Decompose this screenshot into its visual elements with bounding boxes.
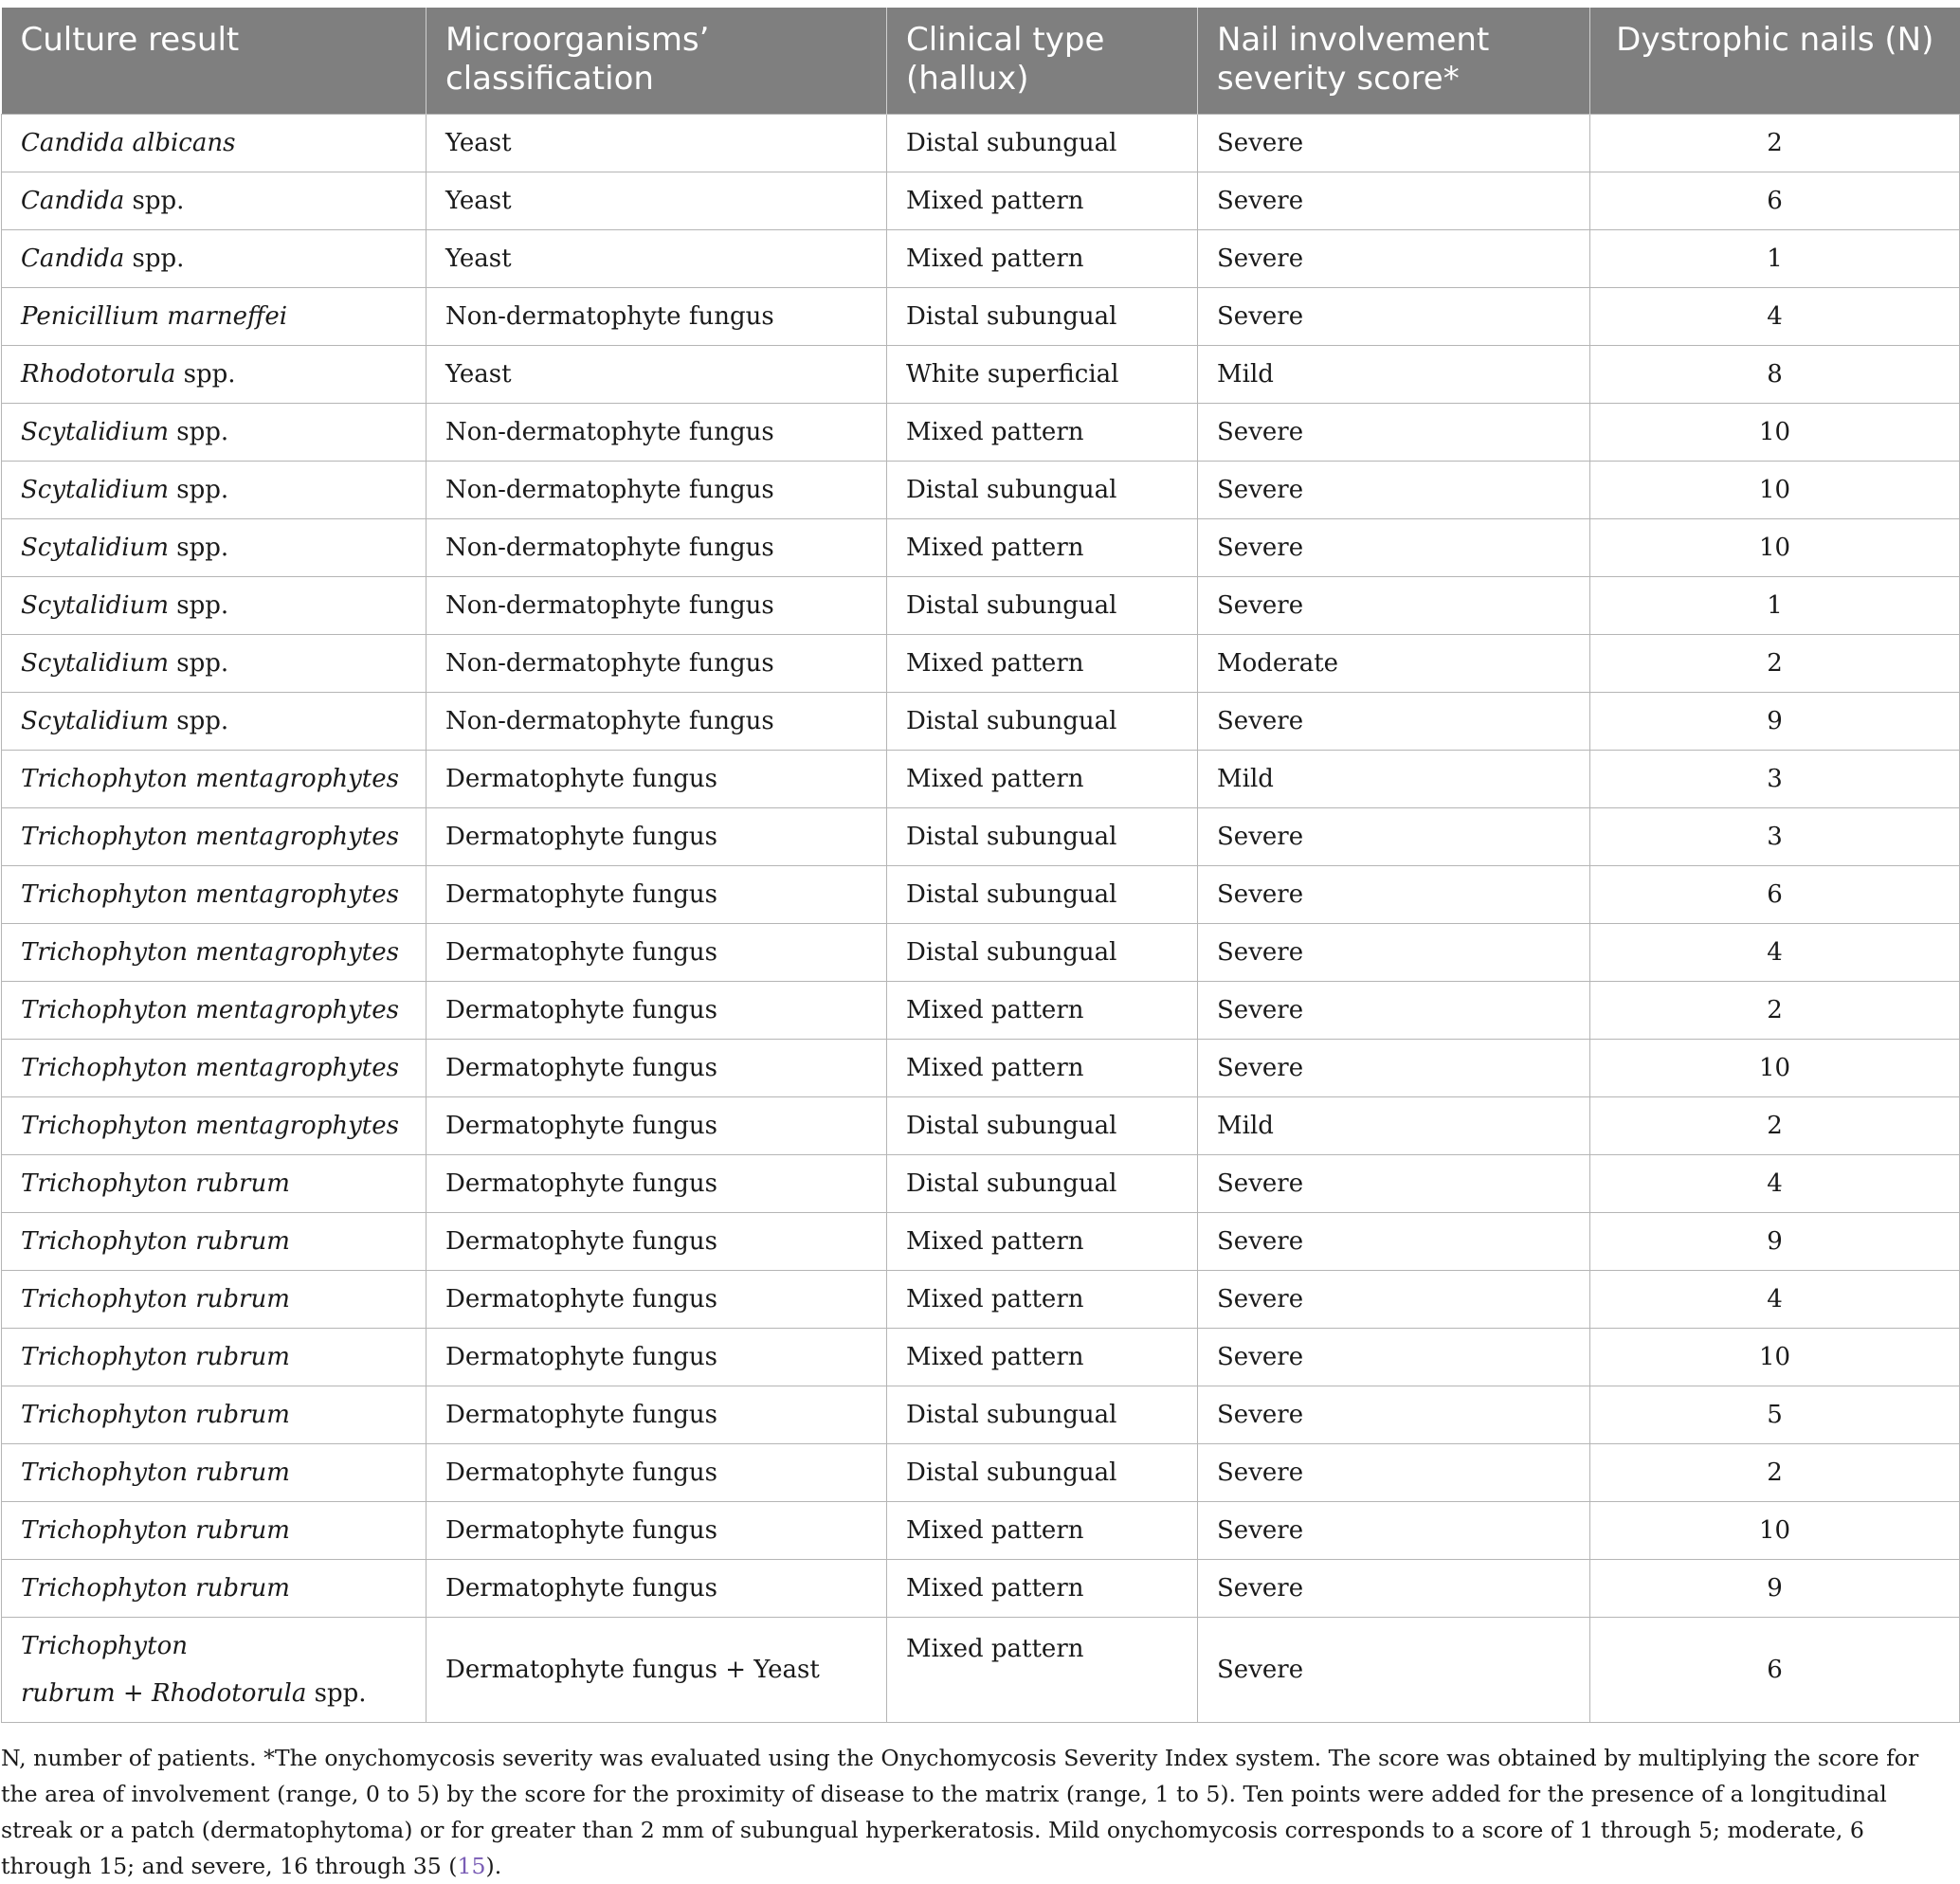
culture-result-cell xyxy=(2,1386,426,1443)
culture-result-cell xyxy=(2,923,426,981)
table-footnote xyxy=(1,1740,1944,1884)
table-row xyxy=(2,750,1960,807)
culture-result-cell xyxy=(2,461,426,518)
organism-name: Trichophyton mentagrophytes xyxy=(21,764,399,793)
organism-name: Trichophyton rubrum xyxy=(21,1226,290,1256)
organism-suffix: spp. xyxy=(306,1678,367,1708)
organism-name: Trichophyton mentagrophytes xyxy=(21,1053,399,1082)
organism-name: Trichophyton rubrum xyxy=(21,1400,290,1429)
classification-cell: Yeast xyxy=(426,172,887,229)
clinical-type-cell: Distal subungual xyxy=(887,576,1198,634)
clinical-type-cell: Distal subungual xyxy=(887,1443,1198,1501)
classification-cell: Non-dermatophyte fungus xyxy=(426,403,887,461)
nails-count-cell: 10 xyxy=(1590,518,1960,576)
nails-count-cell: 10 xyxy=(1590,403,1960,461)
organism-suffix: spp. xyxy=(124,186,185,215)
clinical-type-cell: Mixed pattern xyxy=(887,403,1198,461)
organism-suffix: spp. xyxy=(169,648,229,678)
organism-name: Trichophyton rubrum xyxy=(21,1458,290,1487)
culture-result-cell xyxy=(2,1212,426,1270)
table-row xyxy=(2,1328,1960,1386)
clinical-type-cell: Distal subungual xyxy=(887,1154,1198,1212)
table-row xyxy=(2,403,1960,461)
nails-count-cell: 2 xyxy=(1590,981,1960,1039)
table-row xyxy=(2,692,1960,750)
organism-suffix: spp. xyxy=(169,475,229,504)
classification-cell: Yeast xyxy=(426,114,887,172)
table-row xyxy=(2,1096,1960,1154)
severity-cell: Mild xyxy=(1198,750,1590,807)
header-clinical-type: Clinical type (hallux) xyxy=(887,8,1198,114)
clinical-type-cell: Mixed pattern xyxy=(887,1270,1198,1328)
severity-cell: Severe xyxy=(1198,576,1590,634)
organism-name: Penicillium marneffei xyxy=(21,301,288,331)
clinical-type-cell: Mixed pattern xyxy=(887,1039,1198,1096)
header-dystrophic-nails: Dystrophic nails (N) xyxy=(1590,8,1960,114)
table-row xyxy=(2,287,1960,345)
organism-name: Trichophyton mentagrophytes xyxy=(21,1111,399,1140)
culture-result-cell xyxy=(2,229,426,287)
clinical-type-cell: Mixed pattern xyxy=(887,750,1198,807)
culture-result-cell xyxy=(2,692,426,750)
clinical-type-cell: Distal subungual xyxy=(887,461,1198,518)
nails-count-cell: 4 xyxy=(1590,1270,1960,1328)
nails-count-cell: 10 xyxy=(1590,1328,1960,1386)
nails-count-cell: 8 xyxy=(1590,345,1960,403)
classification-cell: Dermatophyte fungus xyxy=(426,807,887,865)
table-row xyxy=(2,518,1960,576)
organism-name: Trichophyton mentagrophytes xyxy=(21,822,399,851)
culture-result-cell xyxy=(2,1617,426,1722)
nails-count-cell: 9 xyxy=(1590,1559,1960,1617)
severity-cell: Severe xyxy=(1198,1443,1590,1501)
severity-cell: Severe xyxy=(1198,1270,1590,1328)
table-row xyxy=(2,1443,1960,1501)
severity-cell: Severe xyxy=(1198,981,1590,1039)
classification-cell: Dermatophyte fungus xyxy=(426,1386,887,1443)
organism-name: Scytalidium xyxy=(21,475,169,504)
culture-result-cell xyxy=(2,403,426,461)
organism-name: Scytalidium xyxy=(21,706,169,735)
organism-name: Trichophyton mentagrophytes xyxy=(21,995,399,1024)
table-row xyxy=(2,923,1960,981)
classification-cell: Non-dermatophyte fungus xyxy=(426,576,887,634)
culture-result-cell xyxy=(2,981,426,1039)
clinical-type-cell: Distal subungual xyxy=(887,923,1198,981)
nails-count-cell: 2 xyxy=(1590,1443,1960,1501)
nails-count-cell: 2 xyxy=(1590,1096,1960,1154)
classification-cell: Non-dermatophyte fungus xyxy=(426,287,887,345)
nails-count-cell: 10 xyxy=(1590,1039,1960,1096)
clinical-type-cell: Distal subungual xyxy=(887,1386,1198,1443)
clinical-type-cell: Mixed pattern xyxy=(887,1617,1198,1722)
classification-cell: Dermatophyte fungus xyxy=(426,1559,887,1617)
organism-name: Trichophyton mentagrophytes xyxy=(21,937,399,967)
culture-result-cell xyxy=(2,807,426,865)
clinical-type-cell: Mixed pattern xyxy=(887,981,1198,1039)
clinical-type-cell: Distal subungual xyxy=(887,865,1198,923)
table-row xyxy=(2,114,1960,172)
classification-cell: Dermatophyte fungus xyxy=(426,981,887,1039)
classification-cell: Non-dermatophyte fungus xyxy=(426,518,887,576)
clinical-type-cell: Mixed pattern xyxy=(887,172,1198,229)
nails-count-cell: 4 xyxy=(1590,287,1960,345)
classification-cell: Yeast xyxy=(426,345,887,403)
nails-count-cell: 4 xyxy=(1590,1154,1960,1212)
table-row xyxy=(2,345,1960,403)
table-row xyxy=(2,229,1960,287)
severity-cell: Severe xyxy=(1198,403,1590,461)
classification-cell: Dermatophyte fungus + Yeast xyxy=(426,1617,887,1722)
classification-cell: Dermatophyte fungus xyxy=(426,1212,887,1270)
organism-name-part2: rubrum xyxy=(21,1678,116,1708)
nails-count-cell: 10 xyxy=(1590,461,1960,518)
table-row xyxy=(2,1501,1960,1559)
header-severity-score: Nail involvement severity score* xyxy=(1198,8,1590,114)
severity-cell: Severe xyxy=(1198,172,1590,229)
culture-result-cell xyxy=(2,172,426,229)
severity-cell: Severe xyxy=(1198,1328,1590,1386)
organism-name: Trichophyton rubrum xyxy=(21,1342,290,1371)
severity-cell: Severe xyxy=(1198,287,1590,345)
organism-name: Trichophyton rubrum xyxy=(21,1515,290,1545)
severity-cell: Severe xyxy=(1198,1386,1590,1443)
severity-cell: Severe xyxy=(1198,1212,1590,1270)
culture-result-cell xyxy=(2,1328,426,1386)
clinical-type-cell: Mixed pattern xyxy=(887,1212,1198,1270)
table-row-combined xyxy=(2,1617,1960,1722)
classification-cell: Dermatophyte fungus xyxy=(426,865,887,923)
nails-count-cell: 9 xyxy=(1590,692,1960,750)
organism-name: Trichophyton mentagrophytes xyxy=(21,879,399,909)
organism-name: Scytalidium xyxy=(21,648,169,678)
organism-name: Trichophyton rubrum xyxy=(21,1284,290,1313)
header-culture-result: Culture result xyxy=(2,8,426,114)
reference-link[interactable]: 15 xyxy=(457,1853,486,1879)
organism-name: Candida xyxy=(21,186,125,215)
clinical-type-cell: Mixed pattern xyxy=(887,1559,1198,1617)
table-row xyxy=(2,576,1960,634)
culture-result-cell xyxy=(2,1096,426,1154)
nails-count-cell: 6 xyxy=(1590,172,1960,229)
severity-cell: Severe xyxy=(1198,461,1590,518)
classification-cell: Non-dermatophyte fungus xyxy=(426,634,887,692)
clinical-type-cell: Mixed pattern xyxy=(887,1328,1198,1386)
classification-cell: Dermatophyte fungus xyxy=(426,1501,887,1559)
classification-cell: Non-dermatophyte fungus xyxy=(426,692,887,750)
nails-count-cell: 9 xyxy=(1590,1212,1960,1270)
table-row xyxy=(2,1039,1960,1096)
severity-cell: Severe xyxy=(1198,1559,1590,1617)
classification-cell: Dermatophyte fungus xyxy=(426,923,887,981)
results-table xyxy=(1,8,1960,1723)
table-body xyxy=(2,114,1960,1722)
culture-result-cell xyxy=(2,114,426,172)
nails-count-cell: 5 xyxy=(1590,1386,1960,1443)
classification-cell: Dermatophyte fungus xyxy=(426,1039,887,1096)
organism-suffix: spp. xyxy=(169,706,229,735)
table-row xyxy=(2,1154,1960,1212)
culture-result-cell xyxy=(2,287,426,345)
table-row xyxy=(2,1270,1960,1328)
organism-name: Trichophyton rubrum xyxy=(21,1573,290,1603)
culture-result-cell xyxy=(2,1039,426,1096)
nails-count-cell: 6 xyxy=(1590,1617,1960,1722)
table-row xyxy=(2,1212,1960,1270)
organism-name: Scytalidium xyxy=(21,590,169,620)
nails-count-cell: 3 xyxy=(1590,750,1960,807)
classification-cell: Dermatophyte fungus xyxy=(426,1154,887,1212)
severity-cell: Severe xyxy=(1198,518,1590,576)
nails-count-cell: 6 xyxy=(1590,865,1960,923)
table-row xyxy=(2,461,1960,518)
organism-name: Candida albicans xyxy=(21,128,236,157)
classification-cell: Yeast xyxy=(426,229,887,287)
culture-result-cell xyxy=(2,1270,426,1328)
clinical-type-cell: Distal subungual xyxy=(887,692,1198,750)
culture-result-cell xyxy=(2,576,426,634)
classification-cell: Dermatophyte fungus xyxy=(426,750,887,807)
header-classification: Microorganisms’ classification xyxy=(426,8,887,114)
severity-cell: Severe xyxy=(1198,923,1590,981)
organism-suffix: spp. xyxy=(169,417,229,446)
organism-name-part3: Rhodotorula xyxy=(151,1678,307,1708)
nails-count-cell: 3 xyxy=(1590,807,1960,865)
organism-name-part1: Trichophyton xyxy=(21,1631,188,1660)
culture-result-cell xyxy=(2,865,426,923)
severity-cell: Severe xyxy=(1198,865,1590,923)
organism-join: + xyxy=(115,1678,152,1708)
severity-cell: Severe xyxy=(1198,229,1590,287)
culture-result-cell xyxy=(2,1154,426,1212)
classification-cell: Dermatophyte fungus xyxy=(426,1328,887,1386)
severity-cell: Severe xyxy=(1198,1154,1590,1212)
culture-result-cell xyxy=(2,345,426,403)
classification-cell: Dermatophyte fungus xyxy=(426,1443,887,1501)
culture-result-cell xyxy=(2,1443,426,1501)
table-row xyxy=(2,981,1960,1039)
table-row xyxy=(2,172,1960,229)
severity-cell: Severe xyxy=(1198,1039,1590,1096)
footnote-text: N, number of patients. *The onychomycosis severity was evaluated using the Onychomycosis Severity Index system. The score was obtained by multiplying the score for the area of involvement (range, 0 to 5) by the score for the proximity of disease to the matrix (range, 1 to 5). Ten points were added for the presence of a longitudinal streak or a patch (dermatophytoma) or for greater than 2 mm of subungual hyperkeratosis. Mild onychomycosis corresponds to a score of 1 through 5; moderate, 6 through 15; and severe, 16 through 35 ( xyxy=(1,1745,1919,1879)
organism-name: Scytalidium xyxy=(21,417,169,446)
table-row xyxy=(2,1386,1960,1443)
nails-count-cell: 10 xyxy=(1590,1501,1960,1559)
table-row xyxy=(2,807,1960,865)
severity-cell: Moderate xyxy=(1198,634,1590,692)
organism-name: Candida xyxy=(21,244,125,273)
table-row xyxy=(2,1559,1960,1617)
organism-name: Rhodotorula xyxy=(21,359,176,389)
organism-suffix: spp. xyxy=(169,590,229,620)
classification-cell: Non-dermatophyte fungus xyxy=(426,461,887,518)
severity-cell: Severe xyxy=(1198,114,1590,172)
table-row xyxy=(2,865,1960,923)
nails-count-cell: 2 xyxy=(1590,634,1960,692)
clinical-type-cell: Distal subungual xyxy=(887,1096,1198,1154)
severity-cell: Severe xyxy=(1198,1501,1590,1559)
footnote-tail: ). xyxy=(485,1853,502,1879)
clinical-type-cell: Distal subungual xyxy=(887,114,1198,172)
culture-result-cell xyxy=(2,750,426,807)
classification-cell: Dermatophyte fungus xyxy=(426,1096,887,1154)
clinical-type-cell: Mixed pattern xyxy=(887,518,1198,576)
classification-cell: Dermatophyte fungus xyxy=(426,1270,887,1328)
culture-result-cell xyxy=(2,634,426,692)
organism-suffix: spp. xyxy=(169,533,229,562)
table-row xyxy=(2,634,1960,692)
severity-cell: Mild xyxy=(1198,1096,1590,1154)
clinical-type-cell: Mixed pattern xyxy=(887,634,1198,692)
organism-suffix: spp. xyxy=(175,359,236,389)
organism-name: Trichophyton rubrum xyxy=(21,1168,290,1198)
culture-result-cell xyxy=(2,1559,426,1617)
severity-cell: Severe xyxy=(1198,692,1590,750)
severity-cell: Mild xyxy=(1198,345,1590,403)
nails-count-cell: 1 xyxy=(1590,229,1960,287)
severity-cell: Severe xyxy=(1198,1617,1590,1722)
nails-count-cell: 2 xyxy=(1590,114,1960,172)
severity-cell: Severe xyxy=(1198,807,1590,865)
nails-count-cell: 1 xyxy=(1590,576,1960,634)
culture-result-cell xyxy=(2,518,426,576)
header-row xyxy=(2,8,1960,114)
nails-count-cell: 4 xyxy=(1590,923,1960,981)
organism-name: Scytalidium xyxy=(21,533,169,562)
culture-result-cell xyxy=(2,1501,426,1559)
organism-suffix: spp. xyxy=(124,244,185,273)
clinical-type-cell: Distal subungual xyxy=(887,807,1198,865)
clinical-type-cell: Mixed pattern xyxy=(887,229,1198,287)
clinical-type-cell: White superficial xyxy=(887,345,1198,403)
clinical-type-cell: Mixed pattern xyxy=(887,1501,1198,1559)
clinical-type-cell: Distal subungual xyxy=(887,287,1198,345)
